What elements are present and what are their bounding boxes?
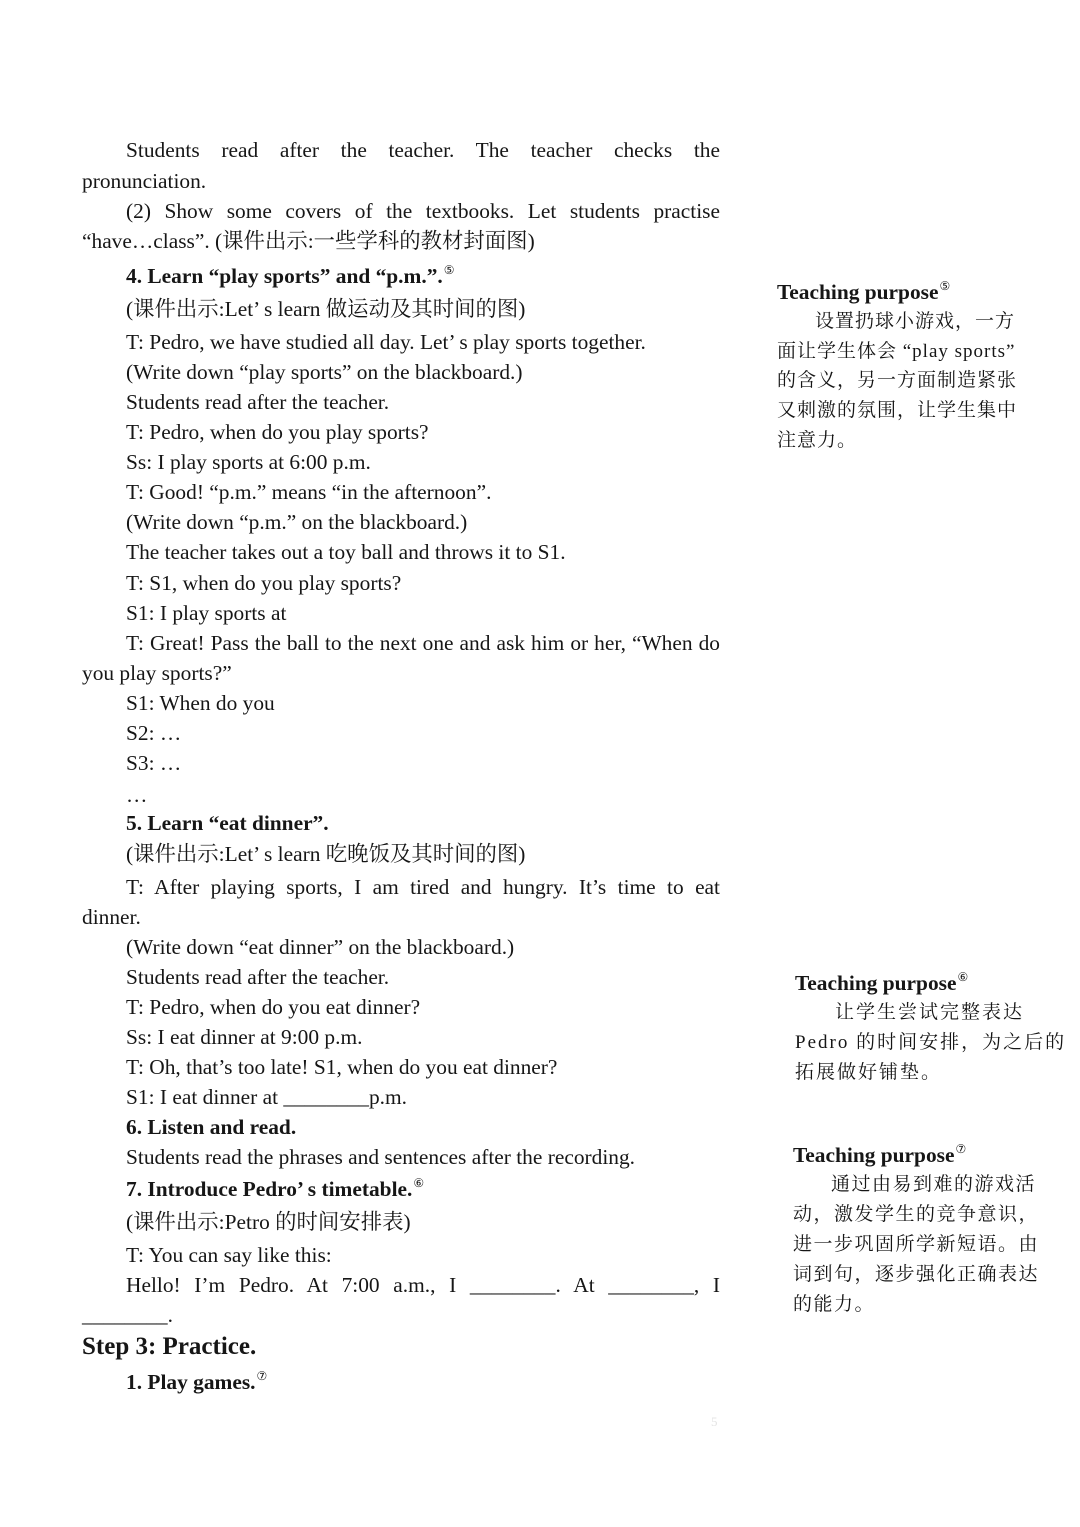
body-line: Students read after the teacher. The teacher checks the xyxy=(126,138,720,162)
body-line: “have…class”. (课件出示:一些学科的教材封面图) xyxy=(82,229,535,253)
body-line: The teacher takes out a toy ball and throws it to S1. xyxy=(126,540,566,564)
body-line: Hello! I’m Pedro. At 7:00 a.m., I ________. At ________, I xyxy=(126,1273,720,1297)
section-heading: 6. Listen and read. xyxy=(126,1115,297,1139)
body-line: (课件出示:Petro 的时间安排表) xyxy=(126,1210,411,1234)
note-line: 拓展做好铺垫。 xyxy=(795,1062,943,1083)
note-heading-text: Teaching purpose xyxy=(795,971,957,995)
body-line: T: S1, when do you play sports? xyxy=(126,571,402,595)
note-heading xyxy=(777,277,950,307)
note-heading xyxy=(795,968,968,998)
section-heading xyxy=(126,1174,424,1204)
footnote-marker: ⑦ xyxy=(256,1369,268,1383)
note-line: 注意力。 xyxy=(777,430,858,451)
section-heading-text: 7. Introduce Pedro’ s timetable. xyxy=(126,1177,413,1201)
body-line: T: Pedro, when do you play sports? xyxy=(126,420,429,444)
body-line: S2: … xyxy=(126,721,182,745)
note-line: 动，激发学生的竞争意识， xyxy=(793,1204,1040,1225)
body-line: (2) Show some covers of the textbooks. Let students practise xyxy=(126,199,720,223)
footnote-marker: ⑥ xyxy=(957,970,969,984)
body-line: (Write down “play sports” on the blackboard.) xyxy=(126,360,523,384)
note-heading xyxy=(793,1140,966,1170)
footnote-marker: ⑤ xyxy=(939,279,951,293)
body-line: (Write down “eat dinner” on the blackboard.) xyxy=(126,935,515,959)
note-line: 设置扔球小游戏，一方 xyxy=(815,311,1016,332)
note-line: 面让学生体会 “play sports” xyxy=(777,341,1016,362)
body-line: (课件出示:Let’ s learn 做运动及其时间的图) xyxy=(126,297,526,321)
body-line: S1: I eat dinner at ________p.m. xyxy=(126,1085,408,1109)
body-line: S1: When do you xyxy=(126,691,275,715)
body-line: Students read the phrases and sentences after the recording. xyxy=(126,1145,636,1169)
note-heading-text: Teaching purpose xyxy=(793,1143,955,1167)
body-line: T: Oh, that’s too late! S1, when do you eat dinner? xyxy=(126,1055,558,1079)
body-line: Ss: I eat dinner at 9:00 p.m. xyxy=(126,1025,363,1049)
body-line: S1: I play sports at xyxy=(126,601,287,625)
section-heading xyxy=(126,261,455,291)
body-line: … xyxy=(126,783,148,807)
note-line: 又刺激的氛围，让学生集中 xyxy=(777,400,1018,421)
page-number: 5 xyxy=(711,1414,718,1429)
footnote-marker: ⑦ xyxy=(955,1142,967,1156)
note-line: 的能力。 xyxy=(793,1294,876,1315)
section-heading-text: 4. Learn “play sports” and “p.m.”. xyxy=(126,264,443,288)
step-heading: Step 3: Practice. xyxy=(82,1333,257,1360)
footnote-marker: ⑥ xyxy=(413,1176,425,1190)
body-line: T: After playing sports, I am tired and hungry. It’s time to eat xyxy=(126,875,720,899)
section-heading xyxy=(126,1367,267,1397)
body-line: Students read after the teacher. xyxy=(126,390,390,414)
body-line: pronunciation. xyxy=(82,169,207,193)
note-line: 词到句，逐步强化正确表达 xyxy=(793,1264,1040,1285)
note-line: 进一步巩固所学新短语。由 xyxy=(793,1234,1040,1255)
note-line: 通过由易到难的游戏活 xyxy=(831,1174,1037,1195)
body-line: T: Great! Pass the ball to the next one and ask him or her, “When do xyxy=(126,631,720,655)
note-heading-text: Teaching purpose xyxy=(777,280,939,304)
section-heading: 5. Learn “eat dinner”. xyxy=(126,811,329,835)
body-line: you play sports?” xyxy=(82,661,232,685)
body-line: T: Pedro, we have studied all day. Let’ s play sports together. xyxy=(126,330,646,354)
body-line: Ss: I play sports at 6:00 p.m. xyxy=(126,450,371,474)
footnote-marker: ⑤ xyxy=(443,263,455,277)
body-line: (Write down “p.m.” on the blackboard.) xyxy=(126,510,468,534)
note-line: 让学生尝试完整表达 xyxy=(835,1002,1025,1023)
body-line: ________. xyxy=(82,1303,173,1327)
body-line: (课件出示:Let’ s learn 吃晚饭及其时间的图) xyxy=(126,842,526,866)
body-line: T: Pedro, when do you eat dinner? xyxy=(126,995,421,1019)
section-heading-text: 1. Play games. xyxy=(126,1370,256,1394)
body-line: T: Good! “p.m.” means “in the afternoon”. xyxy=(126,480,492,504)
note-line: Pedro 的时间安排，为之后的 xyxy=(795,1032,1067,1053)
body-line: T: You can say like this: xyxy=(126,1243,332,1267)
note-line: 的含义，另一方面制造紧张 xyxy=(777,370,1018,391)
body-line: Students read after the teacher. xyxy=(126,965,390,989)
body-line: dinner. xyxy=(82,905,141,929)
body-line: S3: … xyxy=(126,751,182,775)
